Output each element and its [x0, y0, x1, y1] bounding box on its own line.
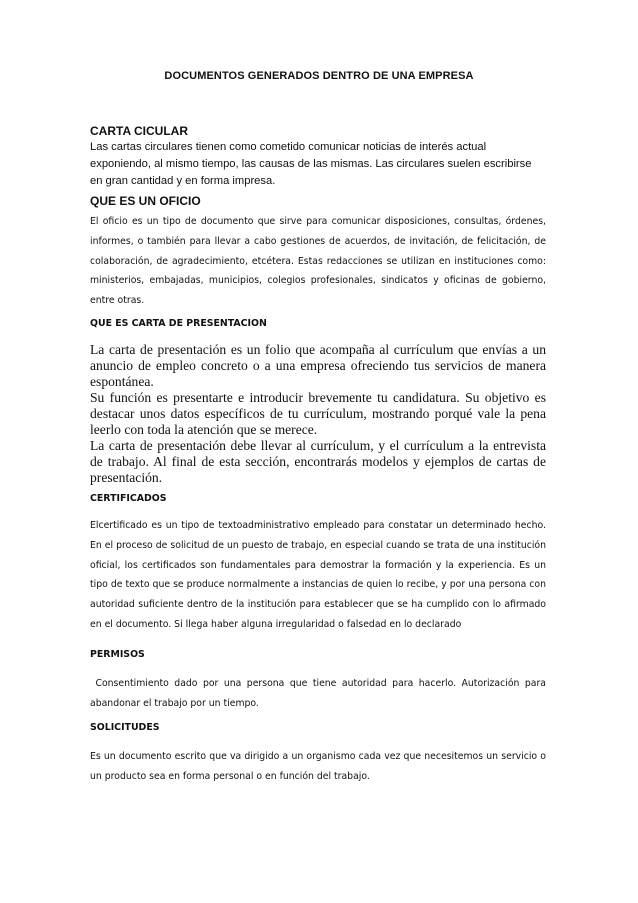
- section-carta-circular: [90, 124, 546, 138]
- section-text: Es un documento escrito que va dirigido a un organismo cada vez que necesitemos un servicio o un producto sea en forma personal o en función del trabajo.: [90, 751, 546, 782]
- section-carta-presentacion: [90, 318, 546, 329]
- section-permisos: [90, 649, 546, 660]
- section-solicitudes: [90, 722, 546, 733]
- paragraph-3: La carta de presentación debe llevar al currículum, y el currículum a la entrevista de trabajo. Al final de esta sección, encontrarás modelos y ejemplos de cartas de presentación.: [90, 438, 546, 485]
- section-carta-presentacion-body: [90, 342, 546, 486]
- section-text: Elcertificado es un tipo de textoadministrativo empleado para constatar un determinado hecho. En el proceso de solicitud de un puesto de trabajo, en especial cuando se trata de una institución oficial, los certificados son fundamentales para demostrar la formación y la experiencia. Es un tipo de texto que se produce normalmente a instancias de quien lo recibe, y por una persona con autoridad suficiente dentro de la institución para establecer que se ha cumplido con lo afirmado en el documento. Si llega haber alguna irregularidad o falsedad en lo declarado: [90, 520, 546, 630]
- section-heading: QUE ES UN OFICIO: [90, 194, 201, 208]
- section-heading: SOLICITUDES: [90, 722, 160, 733]
- section-text: El oficio es un tipo de documento que sirve para comunicar disposiciones, consultas, órdenes, informes, o también para llevar a cabo gestiones de acuerdos, de invitación, de felicitación, de colaboración, de agradecimiento, etcétera. Estas redacciones se utilizan en instituciones como: ministerios, embajadas, municipios, colegios profesionales, sindicatos y oficinas de gobierno, entre otras.: [90, 216, 546, 307]
- section-oficio-body: [90, 212, 546, 311]
- paragraph-2: Su función es presentarte e introducir brevemente tu candidatura. Su objetivo es destacar unos datos específicos de tu currículum, mostrando porqué vale la pena leerlo con toda la atención que se merece.: [90, 390, 546, 437]
- section-carta-circular-body: [90, 139, 546, 190]
- section-text: Consentimiento dado por una persona que tiene autoridad para hacerlo. Autorización para abandonar el trabajo por un tiempo.: [90, 678, 549, 709]
- section-certificados-body: [90, 516, 546, 635]
- section-text: Las cartas circulares tienen como cometido comunicar noticias de interés actual exponiendo, al mismo tiempo, las causas de las mismas. Las circulares suelen escribirse en gran cantidad y en forma impresa.: [90, 141, 532, 187]
- page-title: DOCUMENTOS GENERADOS DENTRO DE UNA EMPRESA: [164, 70, 474, 82]
- section-heading: CARTA CICULAR: [90, 124, 188, 138]
- section-heading: CERTIFICADOS: [90, 493, 167, 504]
- section-oficio: [90, 194, 546, 208]
- section-permisos-body: [90, 674, 549, 714]
- section-certificados: [90, 493, 546, 504]
- paragraph-1: La carta de presentación es un folio que acompaña al currículum que envías a un anuncio de empleo concreto o a una empresa ofreciendo tus servicios de manera espontánea.: [90, 342, 546, 389]
- section-solicitudes-body: [90, 747, 546, 787]
- section-heading: QUE ES CARTA DE PRESENTACION: [90, 318, 267, 329]
- section-heading: PERMISOS: [90, 649, 145, 660]
